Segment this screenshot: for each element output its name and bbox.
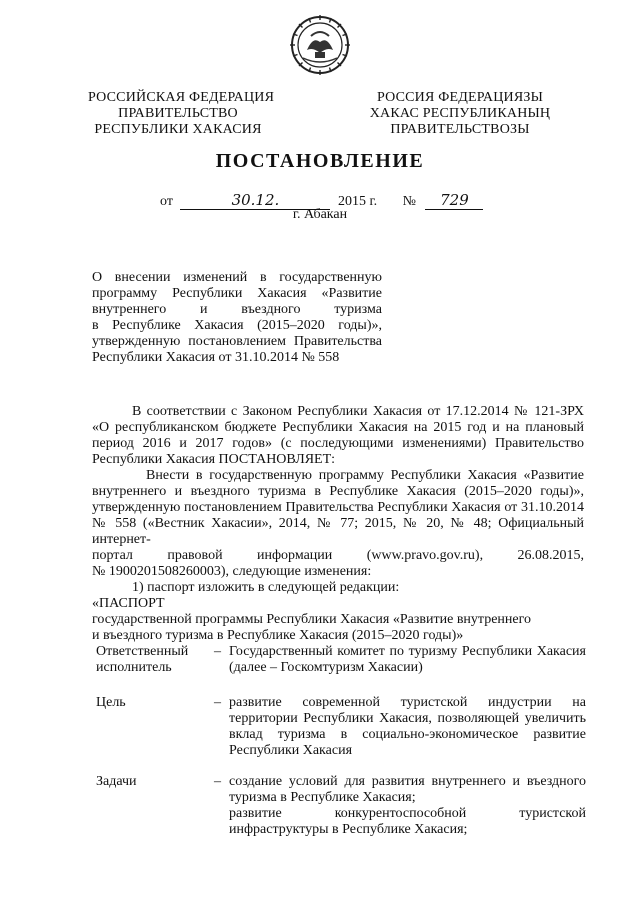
subject-line: утвержденную постановлением Правительства [92, 334, 382, 349]
row-text-line: вклад туризма в социально-экономическое развитие [229, 727, 586, 742]
row-text-line: развитие современной туристской индустрии на [229, 695, 586, 710]
row-dash: – [214, 774, 221, 789]
row-text [229, 644, 586, 676]
subject-line: О внесении изменений в государственную [92, 270, 382, 285]
row-label-line: исполнитель [96, 660, 172, 675]
row-dash: – [214, 644, 221, 659]
row-label [96, 695, 206, 711]
preamble-line: В соответствии с Законом Республики Хакасия от 17.12.2014 № 121-ЗРХ [132, 404, 584, 419]
item1-line: Внести в государственную программу Республики Хакасия «Развитие [146, 468, 584, 483]
year-label: 2015 г. [337, 194, 378, 209]
passport-heading: «ПАСПОРТ [92, 596, 165, 611]
header-right-line: ПРАВИТЕЛЬСТВОЗЫ [390, 122, 530, 137]
header-left-line: ПРАВИТЕЛЬСТВО [118, 106, 238, 121]
row-label [96, 644, 206, 676]
row-text [229, 695, 586, 759]
subject-line: внутреннего и въездного туризма [92, 302, 382, 317]
row-text [229, 774, 586, 838]
coat-of-arms-emblem [289, 14, 351, 76]
row-text-line: территории Республики Хакасия, позволяющей увеличить [229, 711, 586, 726]
handwritten-number: 729 [425, 191, 483, 210]
passport-subheading-line: государственной программы Республики Хакасия «Развитие внутреннего [92, 612, 532, 627]
row-text-line: (далее – Госкомтуризм Хакасии) [229, 660, 423, 675]
header-left-line: РОССИЙСКАЯ ФЕДЕРАЦИЯ [88, 90, 275, 105]
item1-line: портал правовой информации (www.pravo.gov.ru), 26.08.2015, [92, 548, 584, 563]
subject-block [92, 270, 382, 366]
document-title: ПОСТАНОВЛЕНИЕ [215, 150, 425, 172]
row-text-line: развитие конкурентоспособной туристской [229, 806, 586, 821]
row-dash: – [214, 695, 221, 710]
header-left-line: РЕСПУБЛИКИ ХАКАСИЯ [94, 122, 262, 137]
preamble-line: Республики Хакасия ПОСТАНОВЛЯЕТ: [92, 452, 336, 467]
preamble-line: «О республиканском бюджете Республики Хакасия на 2015 год и на плановый [92, 420, 584, 435]
row-text-line: Республики Хакасия [229, 743, 353, 758]
preamble-paragraph [92, 404, 584, 468]
passport-subheading-line: и въездного туризма в Республике Хакасия (2015–2020 годы)» [92, 628, 464, 643]
row-text-line: Государственный комитет по туризму Республики Хакасия [229, 644, 586, 659]
subject-line: Республики Хакасия от 31.10.2014 № 558 [92, 350, 340, 365]
number-label: № [402, 194, 416, 209]
row-label-line: Ответственный [96, 644, 189, 659]
item1-line: № 558 («Вестник Хакасии», 2014, № 77; 2015, № 20, № 48; Официальный интернет- [92, 516, 584, 547]
city-label: г. Абакан [292, 207, 348, 222]
subitem-1: 1) паспорт изложить в следующей редакции: [132, 580, 400, 595]
item1-paragraph [92, 468, 584, 644]
row-text-line: туризма в Республике Хакасия; [229, 790, 416, 805]
row-text-line: создание условий для развития внутреннего и въездного [229, 774, 586, 789]
row-text-line: инфраструктуры в Республике Хакасия; [229, 822, 468, 837]
header-right-line: РОССИЯ ФЕДЕРАЦИЯЗЫ [376, 90, 544, 105]
handwritten-date: 30.12. [180, 191, 330, 210]
item1-line: утвержденную постановлением Правительства Республики Хакасия от 31.10.2014 [92, 500, 584, 515]
header-right-line: ХАКАС РЕСПУБЛИКАНЫҢ [369, 106, 551, 121]
row-label-line: Задачи [96, 774, 137, 789]
row-label [96, 774, 206, 790]
row-label-line: Цель [96, 695, 126, 710]
from-label: от [160, 194, 173, 209]
subject-line: программу Республики Хакасия «Развитие [92, 286, 382, 301]
header-right-block [360, 90, 560, 138]
header-left-block [88, 90, 275, 138]
item1-line: № 1900201508260003), следующие изменения: [92, 564, 372, 579]
preamble-line: период 2016 и 2017 годов» (с последующими изменениями) Правительство [92, 436, 584, 451]
subject-line: в Республике Хакасия (2015–2020 годы)», [92, 318, 382, 333]
item1-line: внутреннего и въездного туризма в Республике Хакасия (2015–2020 годы)», [92, 484, 584, 499]
